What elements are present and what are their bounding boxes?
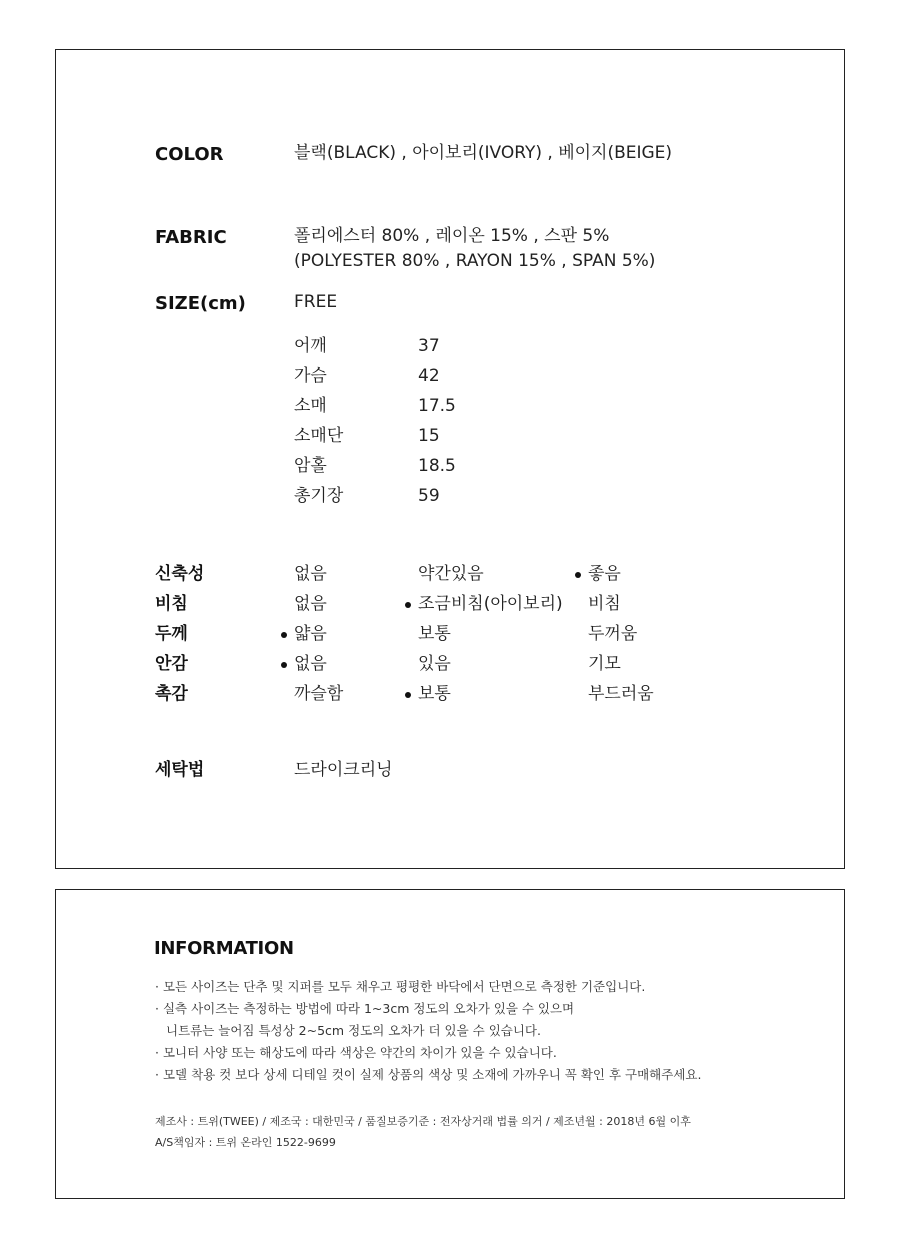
washing-label: 세탁법 (155, 760, 205, 780)
color-label: COLOR (155, 144, 224, 165)
info-line: · 모델 착용 컷 보다 상세 디테일 컷이 실제 상품의 색상 및 소재에 가까우니 꼭 확인 후 구매해주세요. (155, 1067, 702, 1082)
info-line: · 모니터 사양 또는 해상도에 따라 색상은 약간의 차이가 있을 수 있습니다. (155, 1045, 557, 1060)
property-option: 기모 (588, 654, 621, 674)
fabric-value-korean: 폴리에스터 80% , 레이온 15% , 스판 5% (294, 226, 610, 246)
property-option: 있음 (418, 654, 451, 674)
property-label: 촉감 (155, 684, 188, 704)
property-option: 두꺼움 (588, 624, 638, 644)
fabric-label: FABRIC (155, 227, 227, 248)
size-row-value: 59 (418, 486, 440, 506)
property-option: 좋음 (588, 564, 621, 584)
manufacturer-info: 제조사 : 트위(TWEE) / 제조국 : 대한민국 / 품질보증기준 : 전자상거래 법률 의거 / 제조년월 : 2018년 6월 이후 (155, 1115, 691, 1128)
color-value: 블랙(BLACK) , 아이보리(IVORY) , 베이지(BEIGE) (294, 143, 673, 163)
washing-value: 드라이크리닝 (294, 760, 393, 780)
selected-dot-icon (405, 602, 411, 608)
property-option: 부드러움 (588, 684, 654, 704)
selected-dot-icon (575, 572, 581, 578)
size-row-name: 가슴 (294, 366, 327, 386)
property-option: 없음 (294, 564, 327, 584)
size-row-name: 소매 (294, 396, 327, 416)
size-row-name: 암홀 (294, 456, 327, 476)
property-option: 보통 (418, 624, 451, 644)
size-row-value: 42 (418, 366, 440, 386)
info-line: 니트류는 늘어짐 특성상 2~5cm 정도의 오차가 더 있을 수 있습니다. (166, 1023, 541, 1038)
property-option: 얇음 (294, 624, 327, 644)
size-row-value: 18.5 (418, 456, 456, 476)
selected-dot-icon (405, 692, 411, 698)
size-row-value: 15 (418, 426, 440, 446)
property-option: 비침 (588, 594, 621, 614)
property-option: 보통 (418, 684, 451, 704)
size-row-value: 17.5 (418, 396, 456, 416)
size-row-name: 소매단 (294, 426, 344, 446)
info-line: · 모든 사이즈는 단추 및 지퍼를 모두 채우고 평평한 바닥에서 단면으로 측정한 기준입니다. (155, 979, 646, 994)
as-contact-info: A/S책임자 : 트위 온라인 1522-9699 (155, 1136, 336, 1149)
property-label: 두께 (155, 624, 188, 644)
property-option: 없음 (294, 654, 327, 674)
size-row-name: 어깨 (294, 336, 327, 356)
property-option: 까슬함 (294, 684, 344, 704)
fabric-value-english: (POLYESTER 80% , RAYON 15% , SPAN 5%) (294, 251, 656, 271)
information-panel (55, 889, 845, 1199)
property-option: 조금비침(아이보리) (418, 594, 563, 614)
size-value: FREE (294, 292, 338, 312)
property-label: 비침 (155, 594, 188, 614)
size-row-name: 총기장 (294, 486, 344, 506)
property-option: 약간있음 (418, 564, 484, 584)
property-label: 안감 (155, 654, 188, 674)
size-label: SIZE(cm) (155, 293, 246, 314)
information-title: INFORMATION (154, 938, 294, 959)
property-option: 없음 (294, 594, 327, 614)
selected-dot-icon (281, 632, 287, 638)
size-row-value: 37 (418, 336, 440, 356)
info-line: · 실측 사이즈는 측정하는 방법에 따라 1~3cm 정도의 오차가 있을 수 있으며 (155, 1001, 575, 1016)
selected-dot-icon (281, 662, 287, 668)
property-label: 신축성 (155, 564, 205, 584)
